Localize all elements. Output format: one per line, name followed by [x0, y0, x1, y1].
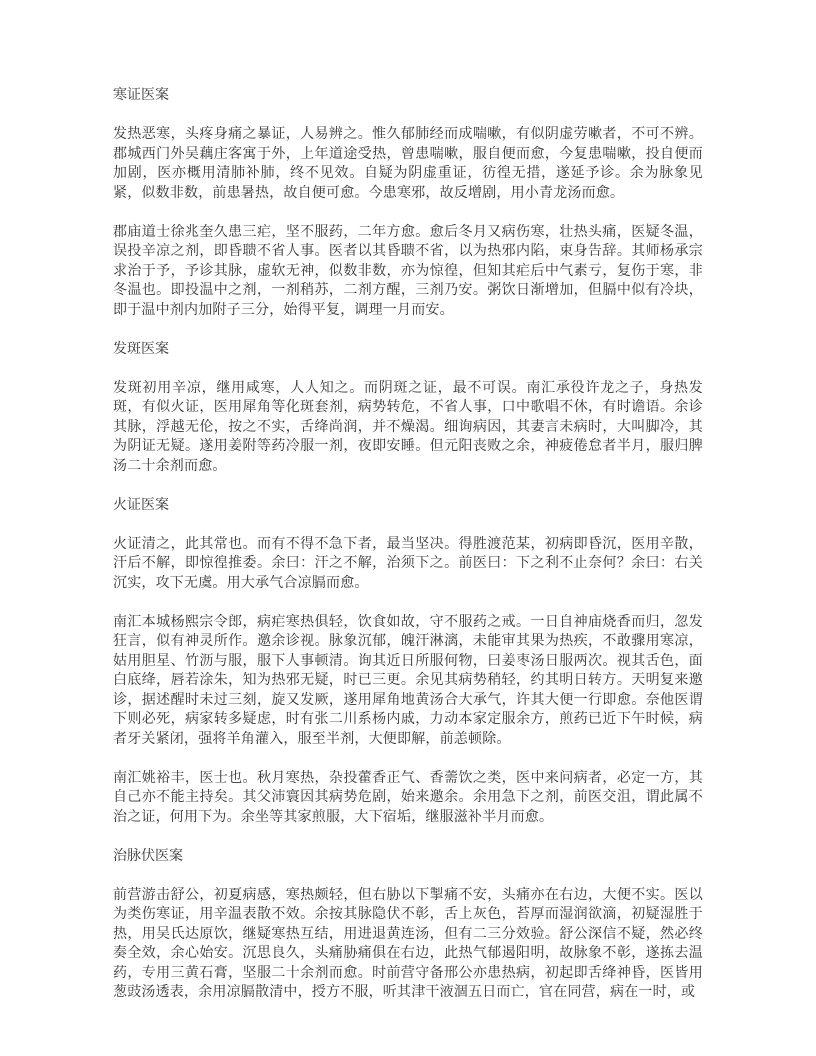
paragraph: 郡庙道士徐兆奎久患三疟，坚不服药，二年方愈。愈后冬月又病伤寒，壮热头痛，医疑冬温，误投辛凉之剂，即昏聩不省人事。医者以其昏聩不省，以为热邪内陷，束身告辞。其师杨承宗求治于予，予诊其脉，虚软无神，似数非数，亦为惊徨，但知其疟后中气素亏，复伤于寒，非冬温也。即投温中之剂，一剂稍苏，二剂方醒，三剂乃安。粥饮日渐增加，但膈中似有冷块，即于温中剂内加附子三分，始得平复，调理一月而安。 — [113, 224, 703, 318]
paragraph: 火证清之，此其常也。而有不得不急下者，最当坚决。得胜渡范某，初病即昏沉，医用辛散，汗后不解，即惊徨推委。余曰：汗之不解，治须下之。前医曰：下之利不止奈何？余曰：右关沉实，攻下无虞。用大承气合凉膈而愈。 — [113, 536, 703, 591]
section-fire-syndrome-cases — [113, 496, 703, 828]
section-hidden-pulse-cases — [113, 847, 703, 1003]
section-heading: 发斑医案 — [113, 341, 169, 357]
paragraph: 发斑初用辛凉，继用咸寒，人人知之。而阴斑之证，最不可误。南汇承役许龙之子，身热发斑，有似火证，医用犀角等化斑套剂，病势转危，不省人事，口中歌唱不休，有时谵语。余诊其脉，浮越无伦，按之不实，舌绛尚润，并不燥渴。细询病因，其妻言未病时，大叫脚冷，其为阴证无疑。遂用姜附等药冷服一剂，夜即安睡。但元阳丧败之余，神疲倦怠者半月，服归脾汤二十余剂而愈。 — [113, 380, 703, 474]
section-heading: 火证医案 — [113, 497, 169, 513]
section-cold-syndrome-cases — [113, 86, 703, 320]
section-heading: 寒证医案 — [113, 88, 169, 103]
section-rash-cases — [113, 340, 703, 477]
section-heading: 治脉伏医案 — [113, 848, 183, 864]
paragraph: 发热恶寒，头疼身痛之暴证，人易辨之。惟久郁肺经而成喘嗽，有似阴虚劳嗽者，不可不辨。郡城西门外吴藕庄客寓于外，上年道途受热，曾患喘嗽，服自便而愈，今复患喘嗽，投自便而加剧，医亦概用清肺补肺，终不见效。自疑为阴虚重证，彷徨无措，遂延予诊。余为脉象见紧，似数非数，前患暑热，故自便可愈。今患寒邪，故反增剧，用小青龙汤而愈。 — [113, 127, 703, 201]
paragraph: 南汇本城杨熙宗令郎，病疟寒热俱轻，饮食如故，守不服药之戒。一日自神庙烧香而归，忽发狂言，似有神灵所作。邀余诊视。脉象沉郁，魄汗淋漓，未能审其果为热疾，不敢骤用寒凉，姑用胆星、竹沥与服，服下人事顿清。询其近日所服何物，曰姜枣汤日服两次。视其舌色，面白底绛，唇若涂朱，知为热邪无疑，时已三更。余见其病势稍轻，约其明日转方。天明复来邀诊，据述醒时未过三刻，旋又发厥，遂用犀角地黄汤合大承气，许其大便一行即愈。奈他医谓下则必死，病家转多疑虑，时有张二川系杨内戚，力动本家定服余方，煎药已近下午时候，病者牙关紧闭，强将羊角灌入，服至半剂，大便即解，前恙顿除。 — [113, 614, 703, 747]
paragraph: 前营游击舒公，初夏病感，寒热颇轻，但右胁以下掣痛不安，头痛亦在右边，大便不实。医以为类伤寒证，用辛温表散不效。余按其脉隐伏不彰，舌上灰色，苔厚而湿润欲滴，初疑湿胜于热，用吴氏达原饮，继疑寒热互结，用进退黄连汤，但有二三分效验。舒公深信不疑，然必终奏全效，余心始安。沉思良久，头痛胁痛俱在右边，此热气郁遏阳明，故脉象不彰，遂拣去温药，专用三黄石膏，坚服二十余剂而愈。时前营守备邢公亦患热病，初起即舌绛神昏，医皆用葱豉汤透表，余用凉膈散清中，授方不服，听其津干液涸五日而亡，官在同营，病在一时，或 — [113, 887, 703, 1000]
paragraph: 南汇姚裕丰，医士也。秋月寒热，杂投藿香正气、香薷饮之类，医中来问病者，必定一方，其自己亦不能主持矣。其父沛寰因其病势危剧，始来邀余。余用急下之剂，前医交沮，谓此属不治之证，何用下为。余坐等其家煎服，大下宿垢，继服滋补半月而愈。 — [113, 770, 703, 825]
